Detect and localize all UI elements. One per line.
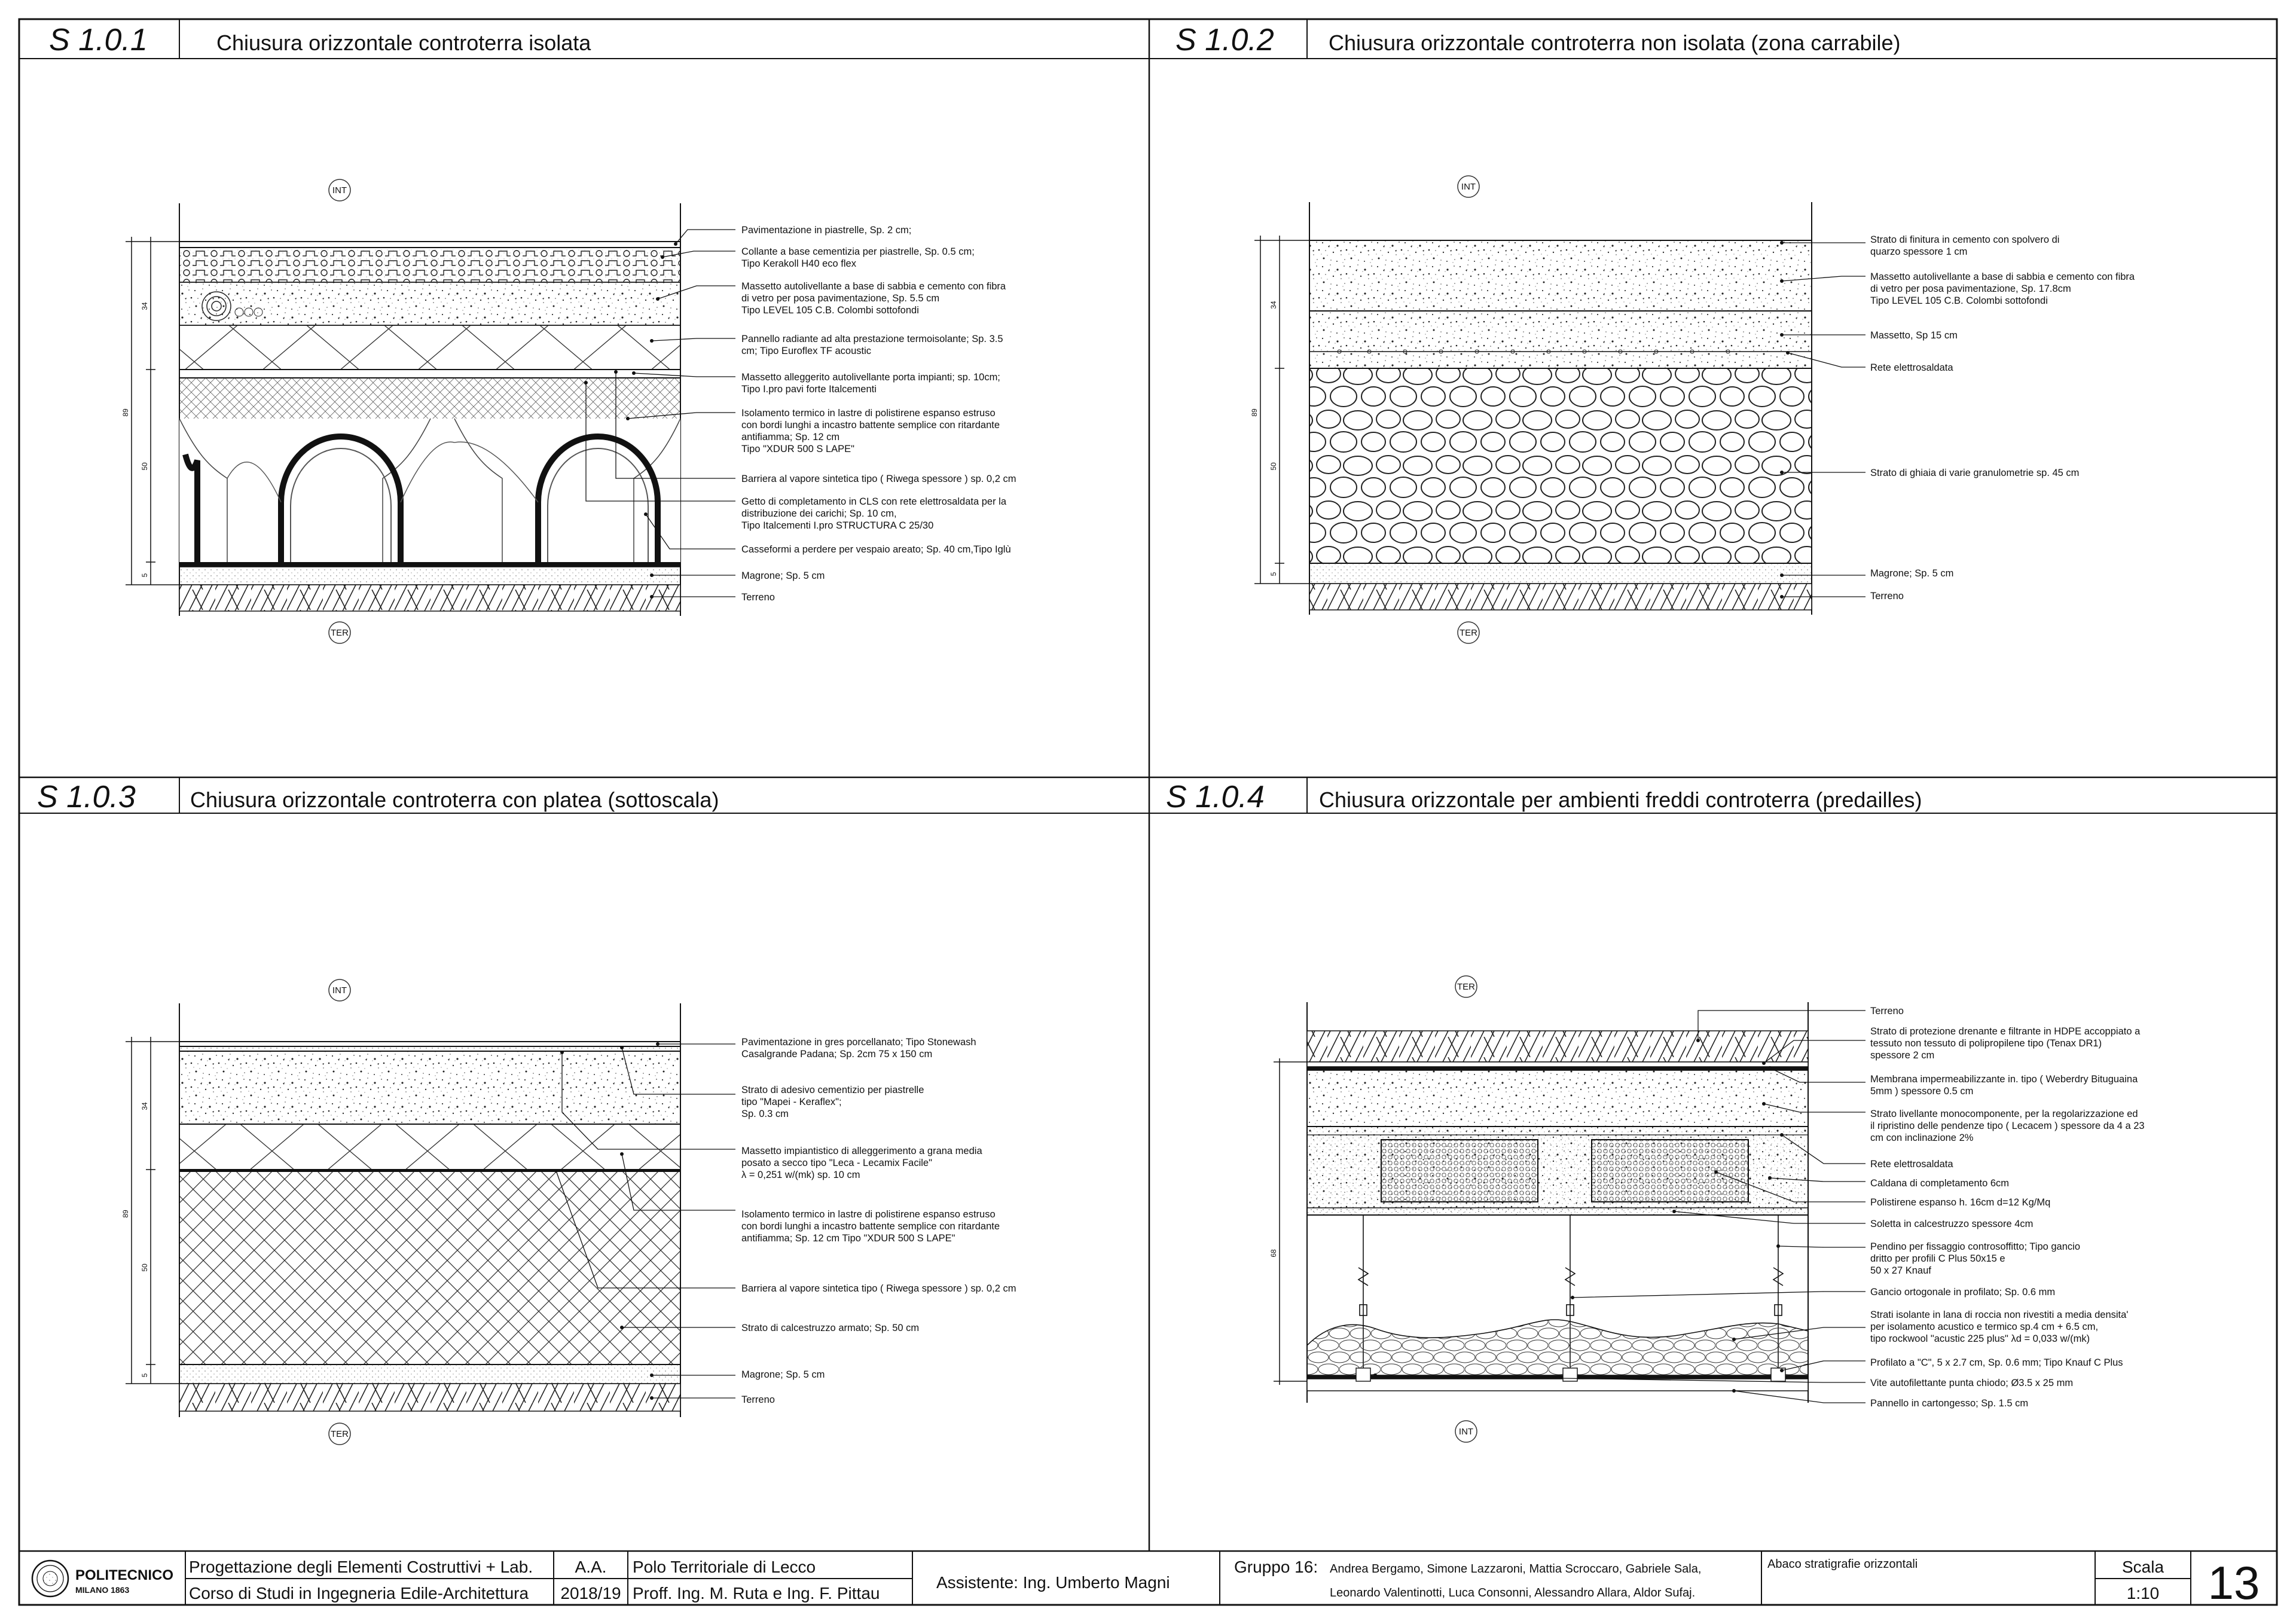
- logo-name: POLITECNICO: [75, 1567, 174, 1583]
- panel-title: Chiusura orizzontale per ambienti freddi controterra (predailles): [1319, 787, 1922, 812]
- layer-label: Strato di adesivo cementizio per piastrelle tipo "Mapei - Keraflex"; Sp. 0.3 cm: [741, 1085, 924, 1119]
- academic-year-label: A.A.: [575, 1558, 607, 1576]
- degree-name: Corso di Studi in Ingegneria Edile-Architettura: [189, 1584, 529, 1602]
- layer-label: Strato livellante monocomponente, per la regolarizzazione ed il ripristino delle pendenze tipo ( Lecacem ) spessore da 4 a 23 cm con inclinazione 2%: [1870, 1109, 2145, 1143]
- dimension-label: 5: [141, 1373, 149, 1378]
- layer-label: Pavimentazione in gres porcellanato; Tipo Stonewash Casalgrande Padana; Sp. 2cm 75 x 150 cm: [741, 1037, 976, 1060]
- layer-label: Strato di calcestruzzo armato; Sp. 50 cm: [741, 1323, 920, 1333]
- layer-label: Strato di finitura in cemento con spolvero di quarzo spessore 1 cm: [1870, 234, 2060, 257]
- dimension-label: 89: [1250, 408, 1259, 417]
- panel-code: S 1.0.4: [1166, 780, 1265, 814]
- layer-label: Terreno: [1870, 1006, 1904, 1016]
- int-tag: INT: [332, 985, 347, 996]
- section-drawing-3: [121, 979, 1016, 1445]
- dimension-label: 5: [1269, 572, 1278, 576]
- layer-label: Terreno: [1870, 591, 1904, 602]
- layer-label: Isolamento termico in lastre di polistirene espanso estruso con bordi lunghi a incastro battente semplice con ritardante antifiamma; Sp. 12 cm Tipo "XDUR 500 S LAPE": [741, 1209, 1000, 1244]
- panel-header-2: [1176, 23, 1900, 57]
- layer-label: Strato di protezione drenante e filtrante in HDPE accoppiato a tessuto non tessuto di polipropilene tipo (Tenax DR1) spessore 2 cm: [1870, 1026, 2141, 1061]
- academic-year: 2018/19: [560, 1584, 621, 1602]
- panel-header-4: [1166, 780, 1922, 814]
- layer-label: Soletta in calcestruzzo spessore 4cm: [1870, 1219, 2034, 1229]
- panel-code: S 1.0.2: [1176, 23, 1274, 57]
- layer-label: Gancio ortogonale in profilato; Sp. 0.6 mm: [1870, 1287, 2056, 1298]
- layer-label: Polistirene espanso h. 16cm d=12 Kg/Mq: [1870, 1197, 2051, 1208]
- dimension-label: 50: [1269, 462, 1278, 471]
- panel-header-3: [37, 780, 719, 814]
- scale-value: 1:10: [2126, 1584, 2160, 1602]
- layer-label: Magrone; Sp. 5 cm: [741, 1369, 825, 1380]
- assistant: Assistente: Ing. Umberto Magni: [936, 1573, 1170, 1592]
- dimension-label: 34: [141, 302, 149, 310]
- section-drawing-1: [121, 179, 1016, 643]
- layer-label: Profilato a "C", 5 x 2.7 cm, Sp. 0.6 mm; Tipo Knauf C Plus: [1870, 1357, 2123, 1368]
- int-tag: INT: [1461, 182, 1476, 192]
- dimension-label: 34: [1269, 301, 1278, 309]
- layer-label: Rete elettrosaldata: [1870, 1159, 1953, 1170]
- layer-label: Magrone; Sp. 5 cm: [741, 570, 825, 581]
- layer-label: Vite autofilettante punta chiodo; Ø3.5 x 25 mm: [1870, 1378, 2074, 1388]
- panel-title: Chiusura orizzontale controterra con platea (sottoscala): [190, 787, 719, 812]
- layer-label: Magrone; Sp. 5 cm: [1870, 568, 1954, 579]
- layer-label: Terreno: [741, 592, 775, 603]
- layer-legend-1: [741, 225, 1016, 603]
- professors: Proff. Ing. M. Ruta e Ing. F. Pittau: [633, 1584, 880, 1602]
- scale-label: Scala: [2121, 1558, 2164, 1576]
- ter-tag: TER: [1460, 628, 1477, 638]
- int-tag: INT: [332, 185, 347, 196]
- panel-title: Chiusura orizzontale controterra isolata: [216, 30, 591, 55]
- layer-label: Barriera al vapore sintetica tipo ( Riwega spessore ) sp. 0,2 cm: [741, 1283, 1016, 1294]
- layer-label: Massetto impiantistico di alleggerimento a grana media posato a secco tipo "Leca - Lecamix Facile" λ = 0,251 w/(mk) sp. 10 cm: [741, 1146, 982, 1180]
- dimension-label: 34: [141, 1102, 149, 1110]
- ter-tag: TER: [1457, 982, 1475, 992]
- layer-label: Pendino per fissaggio controsoffitto; Tipo gancio dritto per profili C Plus 50x15 e 50 x 27 Knauf: [1870, 1241, 2081, 1276]
- panel-code: S 1.0.1: [49, 23, 148, 57]
- dimension-label: 5: [141, 573, 149, 578]
- sheet-title: Abaco stratigrafie orizzontali: [1767, 1558, 1918, 1571]
- layer-label: Barriera al vapore sintetica tipo ( Riwega spessore ) sp. 0,2 cm: [741, 474, 1016, 484]
- dimension-label: 68: [1269, 1249, 1278, 1257]
- layer-label: Massetto, Sp 15 cm: [1870, 330, 1958, 341]
- sheet-number: 13: [2208, 1556, 2260, 1609]
- ter-tag: TER: [331, 628, 349, 638]
- layer-label: Terreno: [741, 1394, 775, 1405]
- layer-label: Membrana impermeabilizzante in. tipo ( Weberdry Bituguaina 5mm ) spessore 0.5 cm: [1870, 1074, 2138, 1097]
- layer-label: Getto di completamento in CLS con rete elettrosaldata per la distribuzione dei carichi; Sp. 10 cm, Tipo Italcementi I.pro STRUCTURA C 25/30: [741, 496, 1006, 531]
- layer-label: Isolamento termico in lastre di polistirene espanso estruso con bordi lunghi a incastro battente semplice con ritardante antifiamma; Sp. 12 cm Tipo "XDUR 500 S LAPE": [741, 408, 1000, 454]
- dimension-label: 89: [121, 408, 130, 417]
- campus-name: Polo Territoriale di Lecco: [633, 1558, 816, 1576]
- title-block: [32, 1551, 2260, 1609]
- layer-legend-2: [1870, 234, 2135, 602]
- group-members-1: Andrea Bergamo, Simone Lazzaroni, Mattia Scroccaro, Gabriele Sala,: [1330, 1562, 1702, 1576]
- section-drawing-2: [1250, 176, 2135, 643]
- layer-label: Pannello in cartongesso; Sp. 1.5 cm: [1870, 1398, 2029, 1409]
- layer-legend-4: [1870, 1006, 2145, 1409]
- layer-label: Caldana di completamento 6cm: [1870, 1178, 2010, 1189]
- panel-code: S 1.0.3: [37, 780, 136, 814]
- course-name: Progettazione degli Elementi Costruttivi + Lab.: [189, 1558, 533, 1576]
- int-tag: INT: [1458, 1427, 1474, 1437]
- group-members-2: Leonardo Valentinotti, Luca Consonni, Alessandro Allara, Aldor Sufaj.: [1330, 1586, 1696, 1599]
- layer-label: Casseformi a perdere per vespaio areato; Sp. 40 cm,Tipo Iglù: [741, 544, 1011, 555]
- layer-label: Collante a base cementizia per piastrelle, Sp. 0.5 cm; Tipo Kerakoll H40 eco flex: [741, 246, 975, 269]
- section-drawing-4: [1269, 976, 2145, 1442]
- layer-label: Massetto alleggerito autolivellante porta impianti; sp. 10cm; Tipo I.pro pavi forte Italcementi: [741, 372, 1000, 395]
- layer-legend-3: [741, 1037, 1016, 1405]
- panel-title: Chiusura orizzontale controterra non isolata (zona carrabile): [1329, 30, 1901, 55]
- dimension-label: 50: [141, 1263, 149, 1272]
- layer-label: Massetto autolivellante a base di sabbia e cemento con fibra di vetro per posa pavimentazione, Sp. 5.5 cm Tipo LEVEL 105 C.B. Colombi sottofondi: [741, 281, 1006, 316]
- layer-label: Pannello radiante ad alta prestazione termoisolante; Sp. 3.5 cm; Tipo Euroflex TF acoustic: [741, 334, 1003, 356]
- layer-label: Rete elettrosaldata: [1870, 362, 1953, 373]
- dimension-label: 50: [141, 462, 149, 471]
- layer-label: Pavimentazione in piastrelle, Sp. 2 cm;: [741, 225, 912, 236]
- layer-label: Strati isolante in lana di roccia non rivestiti a media densita' per isolamento acustico e termico sp.4 cm + 6.5 cm, tipo rockwool "acustic 225 plus" λd = 0,033 w/(mk): [1870, 1309, 2129, 1344]
- politecnico-logo: [32, 1561, 173, 1596]
- layer-label: Strato di ghiaia di varie granulometrie sp. 45 cm: [1870, 468, 2080, 478]
- ter-tag: TER: [331, 1429, 349, 1439]
- layer-label: Massetto autolivellante a base di sabbia e cemento con fibra di vetro per posa pavimentazione, Sp. 17.8cm Tipo LEVEL 105 C.B. Colombi sottofondi: [1870, 271, 2135, 306]
- dimension-label: 89: [121, 1210, 130, 1218]
- panel-header-1: [49, 23, 591, 57]
- group-label: Gruppo 16:: [1234, 1558, 1318, 1576]
- logo-subtitle: MILANO 1863: [75, 1585, 130, 1595]
